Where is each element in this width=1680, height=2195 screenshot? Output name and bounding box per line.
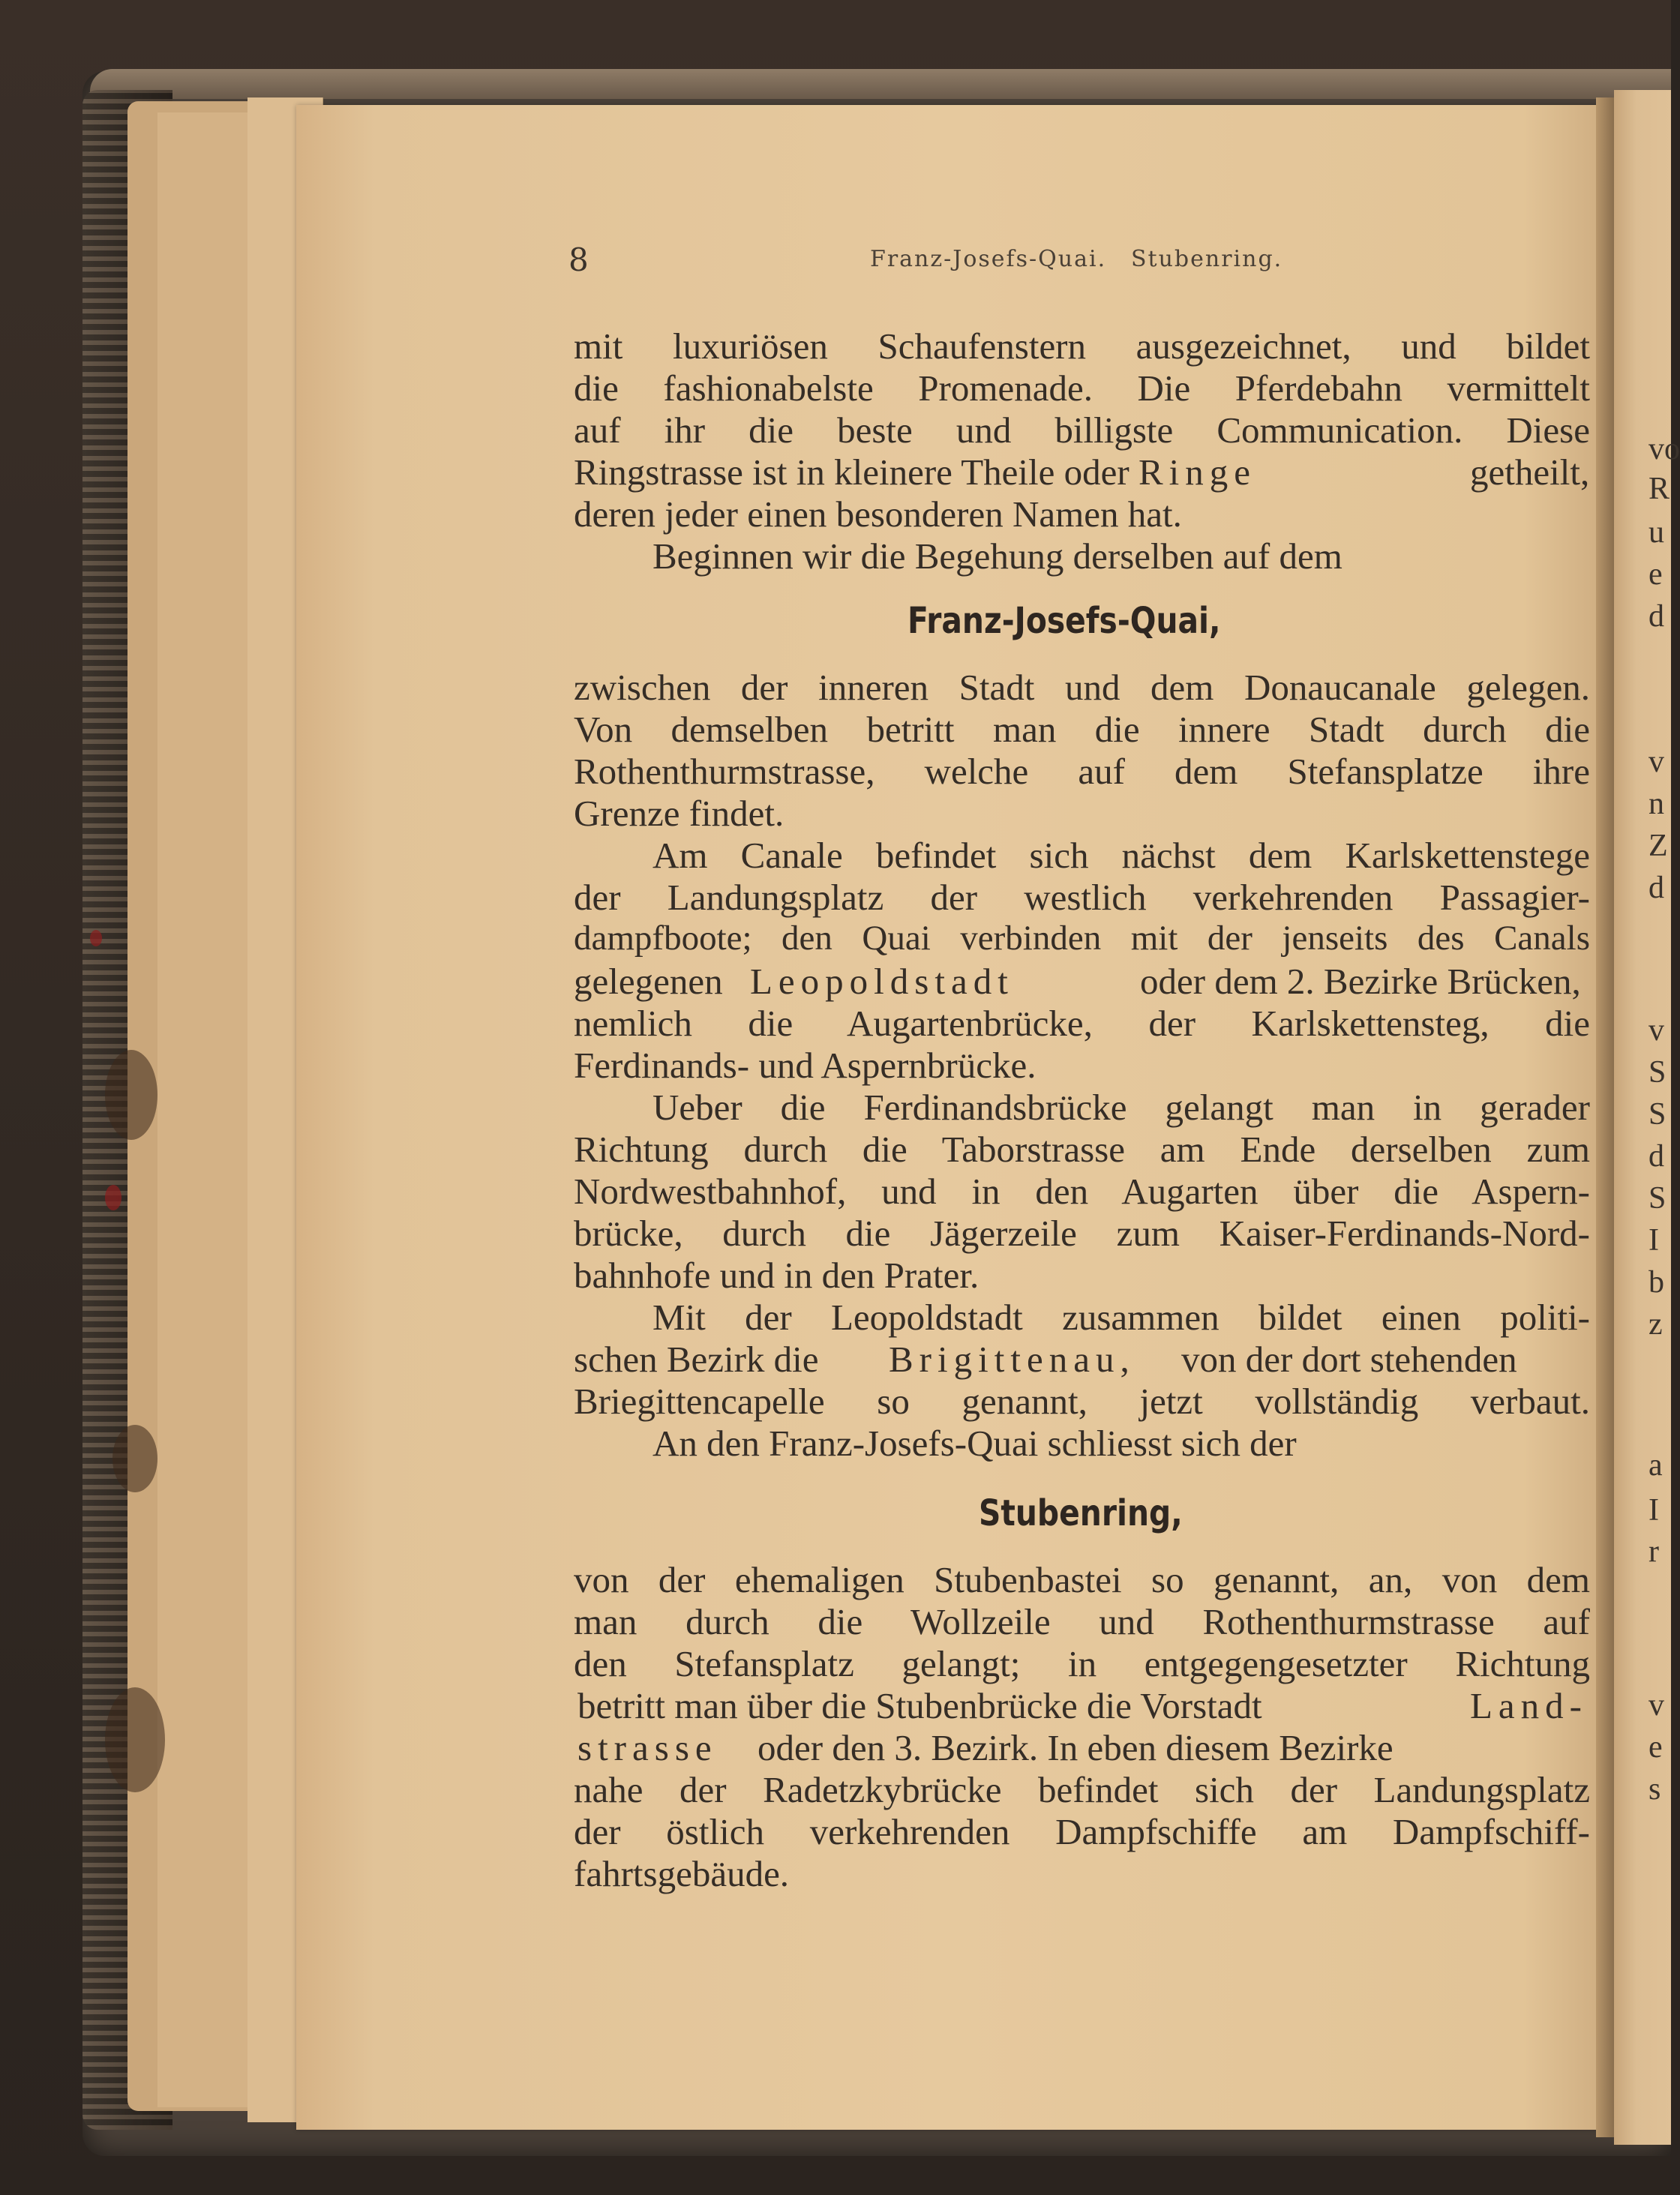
facing-page-fragment: I <box>1648 1223 1659 1258</box>
facing-page-fragment: n <box>1648 787 1664 821</box>
body-line: Richtung durch die Taborstrasse am Ende derselben zum <box>574 1129 1590 1170</box>
body-line: man durch die Wollzeile und Rothenthurmstrasse auf <box>574 1601 1590 1642</box>
body-word: schen Bezirk die <box>574 1339 819 1380</box>
facing-page-fragment: vo <box>1648 432 1680 466</box>
body-line: Rothenthurmstrasse, welche auf dem Stefansplatze ihre <box>574 751 1590 792</box>
body-line: zwischen der inneren Stadt und dem Donaucanale gelegen. <box>574 667 1590 708</box>
body-line: nahe der Radetzkybrücke befindet sich der Landungsplatz <box>574 1769 1590 1810</box>
body-line: An den Franz-Josefs-Quai schliesst sich der <box>652 1423 1297 1464</box>
body-line: der Landungsplatz der westlich verkehrenden Passagier- <box>574 877 1590 918</box>
facing-page-fragment: e <box>1648 1730 1663 1765</box>
body-line: nemlich die Augartenbrücke, der Karlskettensteg, die <box>574 1003 1590 1044</box>
facing-page-fragment: S <box>1648 1055 1666 1090</box>
facing-page-fragment: v <box>1648 1013 1664 1048</box>
body-line: Beginnen wir die Begehung derselben auf dem <box>652 535 1342 577</box>
body-line: brücke, durch die Jägerzeile zum Kaiser-Ferdinands-Nord- <box>574 1213 1590 1254</box>
body-line: deren jeder einen besonderen Namen hat. <box>574 493 1182 535</box>
facing-page-fragment: R <box>1648 472 1670 506</box>
body-line: Ferdinands- und Aspernbrücke. <box>574 1045 1036 1086</box>
facing-page-fragment: Z <box>1648 829 1668 863</box>
facing-page-fragment: b <box>1648 1265 1664 1300</box>
running-head-right: Stubenring. <box>1131 246 1283 272</box>
body-word: getheilt, <box>1470 451 1590 493</box>
facing-page-fragment: a <box>1648 1448 1663 1483</box>
body-word: gelegenen <box>574 961 723 1002</box>
facing-page-fragment: v <box>1648 1688 1664 1723</box>
cover-top-edge <box>90 69 1671 99</box>
red-stain <box>105 1185 122 1210</box>
body-line: von der ehemaligen Stubenbastei so genannt, an, von dem <box>574 1559 1590 1600</box>
body-line: die fashionabelste Promenade. Die Pferdebahn vermittelt <box>574 367 1590 409</box>
body-line: fahrtsgebäude. <box>574 1853 790 1894</box>
facing-page-fragment: s <box>1648 1772 1661 1807</box>
facing-page-fragment: v <box>1648 745 1664 779</box>
body-word: von der dort stehenden <box>1181 1339 1517 1380</box>
body-line-text: Ringstrasse ist in kleinere Theile oder <box>574 451 1130 493</box>
body-line: Briegittencapelle so genannt, jetzt vollständig verbaut. <box>574 1381 1590 1422</box>
red-stain <box>90 930 102 946</box>
facing-page-fragment: I <box>1648 1493 1659 1528</box>
emphasis-strasse: strasse <box>578 1727 718 1768</box>
stain-spot <box>112 1425 158 1492</box>
body-word: oder dem 2. Bezirke Brücken, <box>1140 961 1581 1002</box>
body-line: der östlich verkehrenden Dampfschiffe am Dampfschiff- <box>574 1811 1590 1852</box>
body-line: auf ihr die beste und billigste Communication. Diese <box>574 409 1590 451</box>
body-line: Ueber die Ferdinandsbrücke gelangt man in gerader <box>652 1087 1590 1128</box>
facing-page-fragment: z <box>1648 1307 1663 1342</box>
stain-spot <box>105 1687 165 1792</box>
facing-page-fragment: r <box>1648 1534 1659 1569</box>
page-number: 8 <box>568 241 589 278</box>
emphasis-ringe: Ringe <box>1138 451 1257 493</box>
body-word: oder den 3. Bezirk. In eben diesem Bezirke <box>758 1727 1394 1768</box>
body-line: Grenze findet. <box>574 793 784 834</box>
facing-page-fragment: d <box>1648 1139 1664 1174</box>
body-line: mit luxuriösen Schaufenstern ausgezeichnet, und bildet <box>574 325 1590 367</box>
body-line: Nordwestbahnhof, und in den Augarten über die Aspern- <box>574 1171 1590 1212</box>
body-line: bahnhofe und in den Prater. <box>574 1255 980 1296</box>
stain-spot <box>105 1050 158 1140</box>
body-line: Am Canale befindet sich nächst dem Karlskettenstege <box>652 835 1590 876</box>
facing-page-fragment: S <box>1648 1097 1666 1132</box>
facing-page-fragment: d <box>1648 599 1664 634</box>
emphasis-brigittenau: Brigittenau, <box>889 1339 1136 1380</box>
body-word: betritt man über die Stubenbrücke die Vorstadt <box>578 1685 1262 1726</box>
body-line <box>574 451 1256 493</box>
body-line: Von demselben betritt man die innere Stadt durch die <box>574 709 1590 750</box>
facing-page-fragment: S <box>1648 1181 1666 1216</box>
facing-page-fragment: e <box>1648 557 1663 592</box>
facing-page-fragment: u <box>1648 515 1664 550</box>
emphasis-land: Land- <box>1470 1685 1588 1726</box>
emphasis-leopoldstadt: Leopoldstadt <box>750 961 1014 1002</box>
running-head-left: Franz-Josefs-Quai. <box>870 246 1107 272</box>
body-line: Mit der Leopoldstadt zusammen bildet einen politi- <box>652 1297 1590 1338</box>
body-line: dampfboote; den Quai verbinden mit der jenseits des Canals <box>574 919 1590 958</box>
section-heading-stubenring: Stubenring, <box>979 1492 1183 1534</box>
facing-page-fragment: d <box>1648 871 1664 905</box>
section-heading-franz-josefs-quai: Franz-Josefs-Quai, <box>908 600 1221 642</box>
body-line: den Stefansplatz gelangt; in entgegengesetzter Richtung <box>574 1643 1590 1684</box>
